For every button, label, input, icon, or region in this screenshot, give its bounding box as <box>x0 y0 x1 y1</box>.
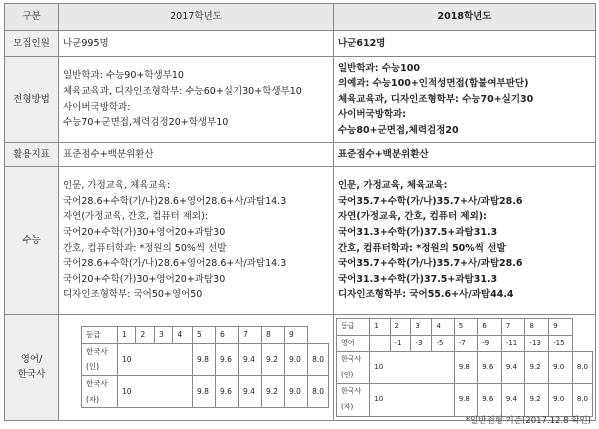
grade-row-label-line2: (자) <box>86 394 100 404</box>
suneung-2017-line: 간호, 컴퓨터학과: *정원의 50%씩 선발 <box>63 242 227 254</box>
grade-cell: 9.4 <box>501 352 525 384</box>
grade-cell: 9 <box>284 327 307 344</box>
recruit-2018: 나군612명 <box>334 31 596 57</box>
suneung-2017-line: 디자인조형학부: 국어50+영어50 <box>63 289 203 301</box>
grade-cell: 등급 <box>337 319 370 336</box>
method-2018 <box>334 57 596 143</box>
suneung-2017-line: 자연(가정교육, 간호, 컴퓨터 제외): <box>63 211 209 223</box>
method-2018-line: 의예과: 수능100+인적성면접(합불여부판단) <box>338 78 529 90</box>
grade-cell: -13 <box>525 335 549 352</box>
suneung-2018-line: 인문, 가정교육, 체육교육: <box>338 180 448 192</box>
grade-row-label-line1: 한국사 <box>86 379 108 389</box>
english-label <box>5 315 59 421</box>
suneung-2017 <box>59 167 334 315</box>
grade-cell: 5 <box>454 319 478 336</box>
grade-cell: 9.2 <box>525 352 549 384</box>
grade-cell: 8.0 <box>572 352 592 384</box>
grade-cell: 8 <box>525 319 549 336</box>
grade-cell: 9.2 <box>525 384 549 416</box>
suneung-2017-line: 인문, 가정교육, 체육교육: <box>63 180 171 192</box>
grade-cell: 6 <box>478 319 502 336</box>
grade-row-label-line1: 한국사 <box>341 355 362 364</box>
method-2017 <box>59 57 334 143</box>
recruit-label: 모집인원 <box>5 31 59 57</box>
grade-cell: 10 <box>117 343 192 375</box>
grade-cell: 3 <box>411 319 432 336</box>
grade-table-2018 <box>336 318 593 417</box>
grade-cell: 8.0 <box>308 376 329 408</box>
grade-cell: 9.0 <box>549 384 573 416</box>
method-row <box>5 57 596 143</box>
grade-cell: -5 <box>432 335 454 352</box>
grade-cell: 7 <box>501 319 525 336</box>
grade-cell: 9.0 <box>284 343 307 375</box>
grade-cell: -7 <box>454 335 478 352</box>
english-label-line2: 한국사 <box>17 369 46 381</box>
suneung-2017-line: 국어20+수학(가)30+영어20+과탐30 <box>63 226 226 238</box>
grade-cell: 9.2 <box>261 343 284 375</box>
suneung-2018-line: 디자인조형학부: 국어55.6+사/과탐44.4 <box>338 289 514 301</box>
grade-row-label-line1: 한국사 <box>86 346 108 356</box>
grade-cell: 8.0 <box>572 384 592 416</box>
grade-2018-row-in <box>337 352 593 384</box>
grade-cell: 9.0 <box>549 352 573 384</box>
grade-cell: 3 <box>154 327 172 344</box>
grade-2017-header <box>82 327 329 344</box>
recruit-2017: 나군995명 <box>59 31 334 57</box>
grade-cell: 9.6 <box>215 376 238 408</box>
grade-row-label <box>82 376 118 408</box>
index-row <box>5 143 596 167</box>
suneung-row <box>5 167 596 315</box>
grade-row-label-line1: 한국사 <box>341 387 362 396</box>
grade-cell <box>370 335 390 352</box>
grade-cell: 9.2 <box>261 376 284 408</box>
grade-row-label <box>82 343 118 375</box>
grade-cell: 2 <box>136 327 154 344</box>
grade-cell: 8 <box>261 327 284 344</box>
suneung-2018-line: 국어35.7+수학(가/나)35.7+사/과탐28.6 <box>338 258 523 270</box>
method-2018-line: 사이버국방학과: <box>338 109 407 121</box>
grade-cell: 9 <box>549 319 573 336</box>
grade-cell: 9.6 <box>215 343 238 375</box>
grade-cell: 10 <box>117 376 192 408</box>
grade-cell: 7 <box>238 327 261 344</box>
grade-cell: 4 <box>173 327 193 344</box>
suneung-2017-line: 국어28.6+수학(가/나)28.6+영어28.6+사/과탐14.3 <box>63 258 287 270</box>
suneung-2018-line: 국어35.7+수학(가/나)35.7+사/과탐28.6 <box>338 195 523 207</box>
grade-row-label <box>337 384 370 416</box>
method-2017-line: 일반학과: 수능90+학생부10 <box>63 70 184 82</box>
grade-cell: 1 <box>117 327 135 344</box>
method-2017-line: 체육교육과, 디자인조형학부: 수능60+실기30+학생부10 <box>63 85 302 97</box>
grade-row-label-line2: (인) <box>86 362 100 372</box>
grade-cell: 9.8 <box>192 343 215 375</box>
grade-cell: 9.6 <box>478 352 502 384</box>
grade-2018-header <box>337 319 593 336</box>
method-label: 전형방법 <box>5 57 59 143</box>
footnote: *일반전형 기준(2017.12.8 확인) <box>465 416 591 426</box>
grade-cell: -9 <box>478 335 502 352</box>
grade-cell: 9.8 <box>454 384 478 416</box>
grade-cell: -11 <box>501 335 525 352</box>
grade-cell: -3 <box>411 335 432 352</box>
grade-cell: -15 <box>549 335 573 352</box>
method-2017-line: 수능70+군면접,체력검정20+학생부10 <box>63 117 229 129</box>
grade-row-label-line2: (인) <box>341 370 354 379</box>
index-2018: 표준점수+백분위환산 <box>334 143 596 167</box>
grade-cell: 1 <box>370 319 390 336</box>
method-2017-line: 사이버국방학과: <box>63 101 131 113</box>
header-category: 구분 <box>5 4 59 31</box>
grade-cell: 10 <box>370 384 454 416</box>
grade-row-label-line2: (자) <box>341 402 354 411</box>
method-2018-line: 체육교육과, 디자인조형학부: 수능70+실기30 <box>338 93 534 105</box>
suneung-2018-line: 자연(가정교육, 간호, 컴퓨터 제외): <box>338 211 487 223</box>
grade-cell: 9.0 <box>284 376 307 408</box>
suneung-2017-line: 국어28.6+수학(가/나)28.6+영어28.6+사/과탐14.3 <box>63 195 287 207</box>
index-label: 활용지표 <box>5 143 59 167</box>
recruit-row <box>5 31 596 57</box>
english-row <box>5 315 596 421</box>
suneung-2018-line: 간호, 컴퓨터학과: *정원의 50%씩 선발 <box>338 242 506 254</box>
suneung-label: 수능 <box>5 167 59 315</box>
grade-cell: 2 <box>390 319 411 336</box>
header-2018: 2018학년도 <box>334 4 596 31</box>
grade-table-2017 <box>81 326 329 408</box>
grade-2018-row-ja <box>337 384 593 416</box>
grade-cell: 9.8 <box>192 376 215 408</box>
header-2017: 2017학년도 <box>59 4 334 31</box>
grade-cell: 9.4 <box>238 343 261 375</box>
english-2018 <box>334 315 596 421</box>
grade-row-label <box>337 352 370 384</box>
suneung-2018-line: 국어31.3+수학(가)37.5+과탐31.3 <box>338 273 498 285</box>
grade-cell: 9.6 <box>478 384 502 416</box>
grade-cell: 10 <box>370 352 454 384</box>
suneung-2018 <box>334 167 596 315</box>
grade-cell: 등급 <box>82 327 118 344</box>
grade-cell: -1 <box>390 335 411 352</box>
english-label-line1: 영어/ <box>20 353 43 365</box>
english-2017 <box>59 315 334 421</box>
grade-cell: 8.0 <box>308 343 329 375</box>
admission-comparison-table <box>4 3 596 421</box>
grade-cell: 6 <box>215 327 238 344</box>
suneung-2017-line: 국어20+수학(가)30+영어20+과탐30 <box>63 273 226 285</box>
grade-cell: 4 <box>432 319 454 336</box>
header-row <box>5 4 596 31</box>
grade-cell: 5 <box>192 327 215 344</box>
method-2018-line: 일반학과: 수능100 <box>338 62 420 74</box>
grade-cell: 9.8 <box>454 352 478 384</box>
method-2018-line: 수능80+군면접,체력검정20 <box>338 124 459 136</box>
grade-cell: 9.4 <box>238 376 261 408</box>
suneung-2018-line: 국어31.3+수학(가)37.5+과탐31.3 <box>338 226 498 238</box>
grade-cell: 9.4 <box>501 384 525 416</box>
grade-row-label: 영어 <box>337 335 370 352</box>
grade-2017-row-in <box>82 343 329 375</box>
index-2017: 표준점수+백분위환산 <box>59 143 334 167</box>
grade-2017-row-ja <box>82 376 329 408</box>
grade-2018-english-row <box>337 335 593 352</box>
